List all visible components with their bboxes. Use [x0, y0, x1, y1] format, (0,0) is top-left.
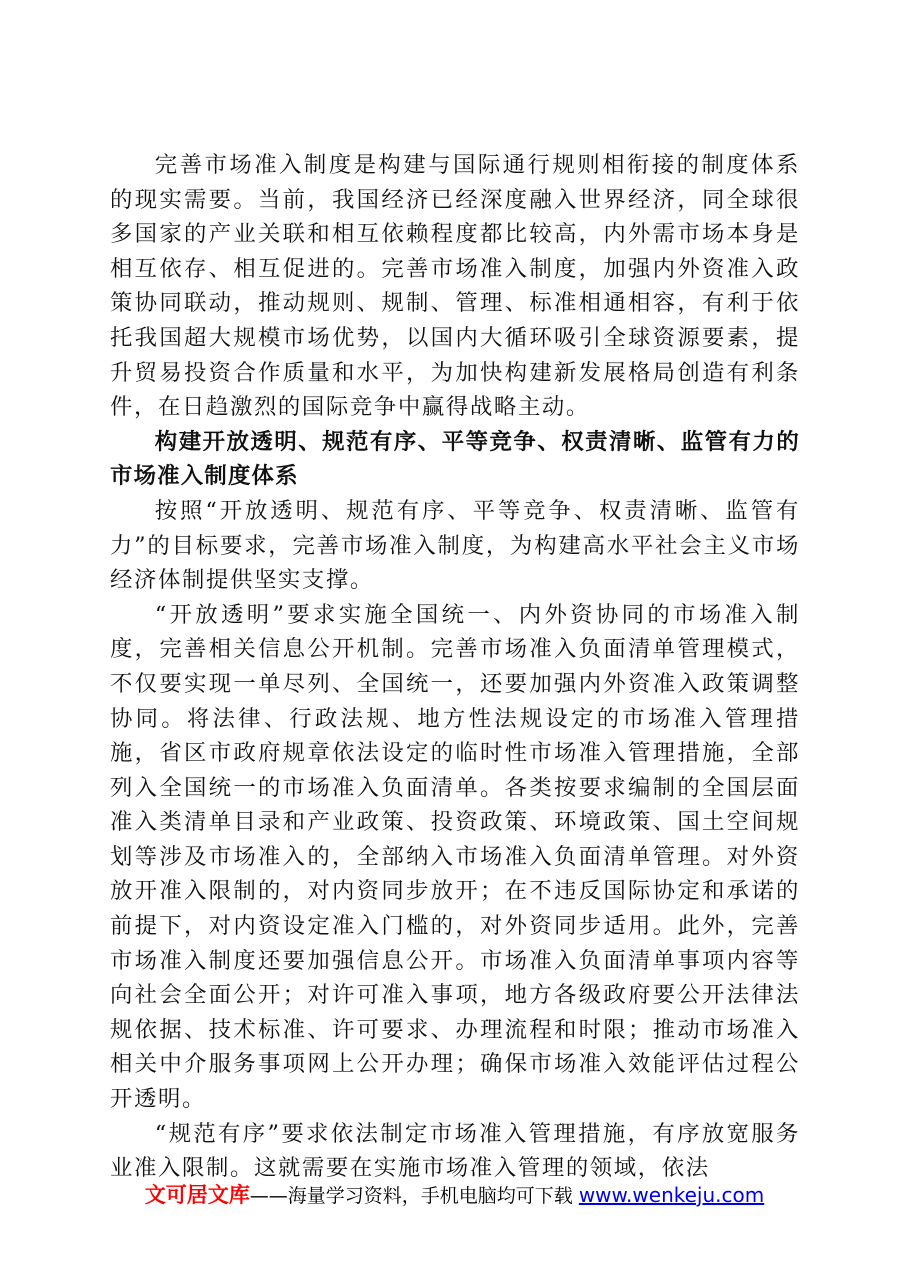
footer-link[interactable]: www.wenkeju.com: [578, 1183, 765, 1207]
paragraph-3: “开放透明”要求实施全国统一、内外资协同的市场准入制度，完善相关信息公开机制。完善市场准入负面清单管理模式，不仅要实现一单尽列、全国统一，还要加强内外资准入政策调整协同。将法律、行政法规、地方性法规设定的市场准入管理措施，省区市政府规章依法设定的临时性市场准入管理措施，全部列入全国统一的市场准入负面清单。各类按要求编制的全国层面准入类清单目录和产业政策、投资政策、环境政策、国土空间规划等涉及市场准入的，全部纳入市场准入负面清单管理。对外资放开准入限制的，对内资同步放开；在不违反国际协定和承诺的前提下，对内资设定准入门槛的，对外资同步适用。此外，完善市场准入制度还要加强信息公开。市场准入负面清单事项内容等向社会全面公开；对许可准入事项，地方各级政府要公开法律法规依据、技术标准、许可要求、办理流程和时限；推动市场准入相关中介服务事项网上公开办理；确保市场准入效能评估过程公开透明。: [110, 601, 800, 1113]
document-body: [110, 148, 800, 1186]
footer-brand: 文可居文库: [144, 1183, 250, 1207]
paragraph-4: “规范有序”要求依法制定市场准入管理措施，有序放宽服务业准入限制。这就需要在实施市场准入管理的领域，依法: [110, 1120, 800, 1182]
paragraph-1: 完善市场准入制度是构建与国际通行规则相衔接的制度体系的现实需要。当前，我国经济已经深度融入世界经济，同全球很多国家的产业关联和相互依赖程度都比较高，内外需市场本身是相互依存、相互促进的。完善市场准入制度，加强内外资准入政策协同联动，推动规则、规制、管理、标准相通相容，有利于依托我国超大规模市场优势，以国内大循环吸引全球资源要素，提升贸易投资合作质量和水平，为加快构建新发展格局创造有利条件，在日趋激烈的国际竞争中赢得战略主动。: [110, 152, 800, 421]
section-heading: 构建开放透明、规范有序、平等竞争、权责清晰、监管有力的市场准入制度体系: [110, 428, 800, 490]
page-footer: [0, 1181, 909, 1210]
paragraph-2: 按照“开放透明、规范有序、平等竞争、权责清晰、监管有力”的目标要求，完善市场准入制度，为构建高水平社会主义市场经济体制提供坚实支撑。: [110, 497, 800, 594]
footer-slogan: ——海量学习资料，手机电脑均可下载: [249, 1185, 573, 1207]
